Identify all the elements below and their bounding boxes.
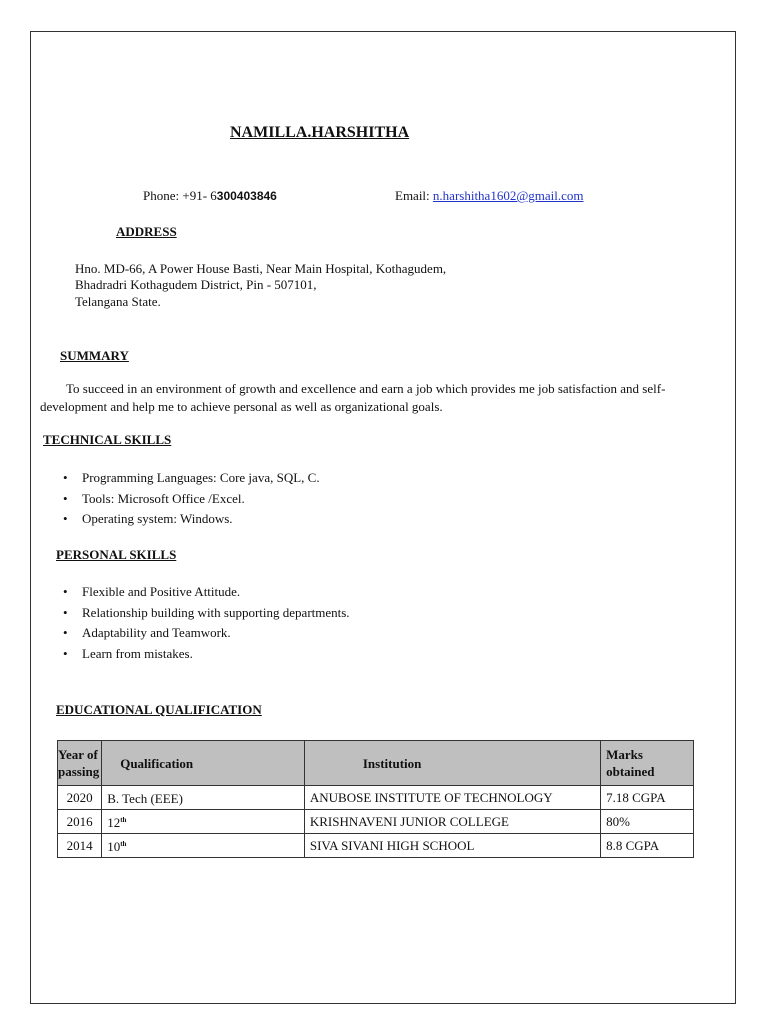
phone-line — [143, 188, 277, 204]
institution-cell: KRISHNAVENI JUNIOR COLLEGE — [304, 810, 600, 834]
summary-heading: SUMMARY — [60, 348, 129, 363]
column-header-marks: Marks obtained — [601, 741, 694, 786]
list-item: • Learn from mistakes. — [58, 644, 350, 665]
candidate-name: NAMILLA.HARSHITHA — [230, 124, 410, 141]
list-item: • Tools: Microsoft Office /Excel. — [58, 489, 320, 510]
technical-skills-heading: TECHNICAL SKILLS — [43, 432, 172, 447]
year-cell: 2016 — [58, 810, 102, 834]
year-cell: 2020 — [58, 786, 102, 810]
address-heading: ADDRESS — [116, 224, 177, 239]
marks-cell: 8.8 CGPA — [601, 834, 694, 858]
table-header-row — [58, 741, 694, 786]
table-row — [58, 810, 694, 834]
list-item: • Adaptability and Teamwork. — [58, 623, 350, 644]
list-item: • Flexible and Positive Attitude. — [58, 582, 350, 603]
technical-skills-list — [58, 468, 320, 530]
phone-number: 300403846 — [216, 189, 277, 203]
marks-cell: 80% — [601, 810, 694, 834]
address-line-3: Telangana State. — [75, 294, 161, 309]
address-line-1: Hno. MD-66, A Power House Basti, Near Main Hospital, Kothagudem, — [75, 261, 447, 276]
institution-cell: SIVA SIVANI HIGH SCHOOL — [304, 834, 600, 858]
list-item: • Relationship building with supporting departments. — [58, 603, 350, 624]
table-row — [58, 834, 694, 858]
summary-text: To succeed in an environment of growth and excellence and earn a job which provides me job satisfaction and self-development and help me to achieve personal as well as organizational goals. — [40, 381, 666, 414]
list-item: • Operating system: Windows. — [58, 509, 320, 530]
qualification-cell: 12th — [102, 810, 305, 834]
column-header-qualification: Qualification — [102, 741, 305, 786]
education-heading: EDUCATIONAL QUALIFICATION — [56, 702, 262, 717]
qualification-cell: 10th — [102, 834, 305, 858]
year-cell: 2014 — [58, 834, 102, 858]
address-line-2: Bhadradri Kothagudem District, Pin - 507101, — [75, 277, 317, 292]
education-table — [57, 740, 694, 858]
email-label: Email: — [395, 188, 433, 203]
email-link[interactable]: n.harshitha1602@gmail.com — [432, 188, 584, 203]
column-header-year: Year of passing — [58, 741, 102, 786]
phone-label: Phone: +91- 6 — [143, 188, 217, 203]
email-line — [395, 188, 584, 204]
table-row — [58, 786, 694, 810]
qualification-cell: B. Tech (EEE) — [102, 786, 305, 810]
summary-paragraph — [40, 380, 720, 416]
personal-skills-list — [58, 582, 350, 664]
institution-cell: ANUBOSE INSTITUTE OF TECHNOLOGY — [304, 786, 600, 810]
marks-cell: 7.18 CGPA — [601, 786, 694, 810]
list-item: • Programming Languages: Core java, SQL, C. — [58, 468, 320, 489]
column-header-institution: Institution — [304, 741, 600, 786]
personal-skills-heading: PERSONAL SKILLS — [56, 547, 177, 562]
